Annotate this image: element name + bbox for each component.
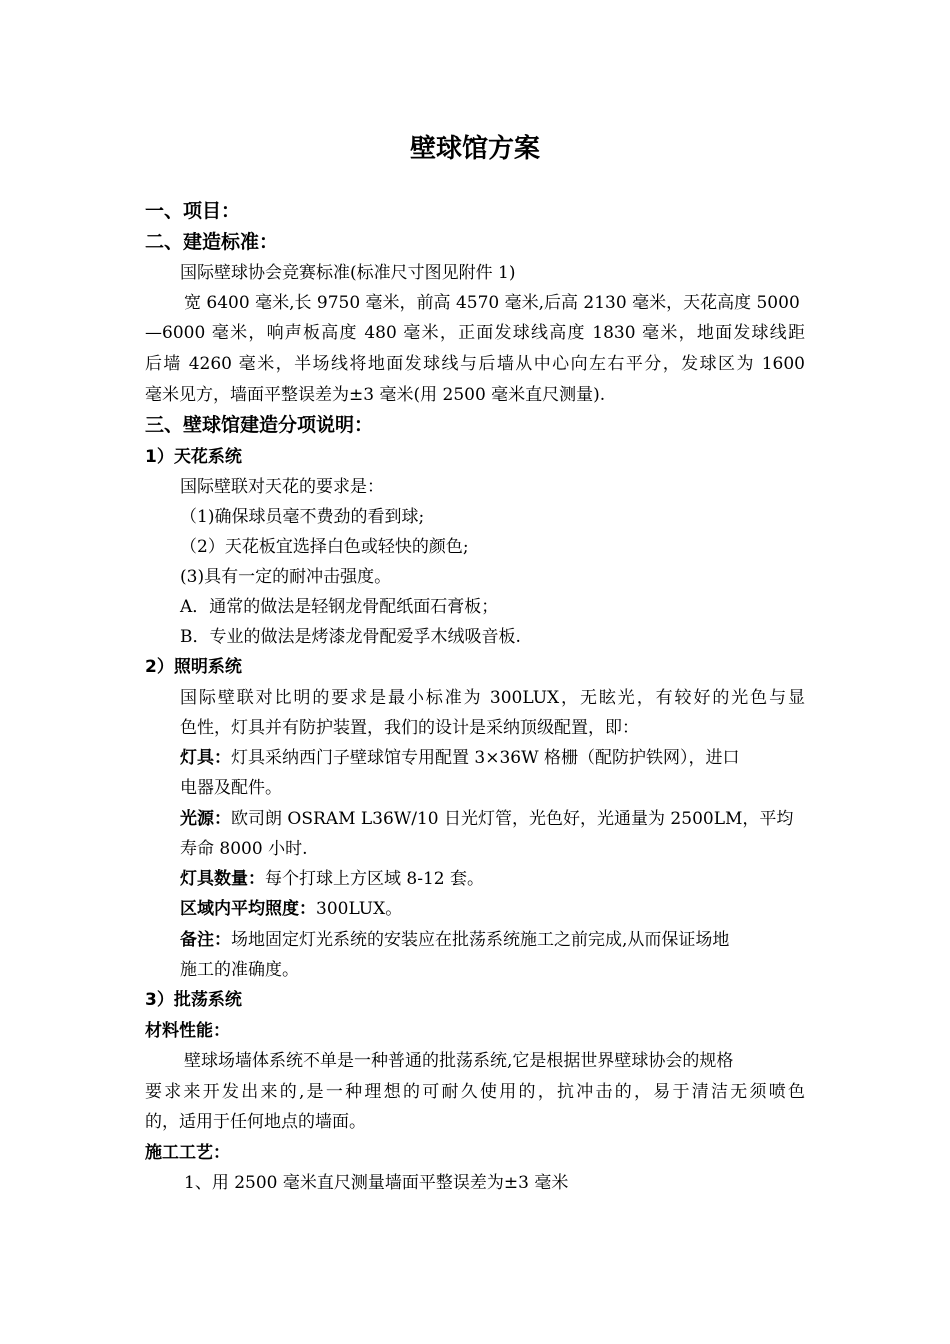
lighting-source <box>180 804 793 834</box>
material-line: 壁球场墙体系统不单是一种普通的批荡系统,它是根据世界壁球协会的规格 <box>184 1051 734 1071</box>
standard-intro: 国际壁球协会竞赛标准(标准尺寸图见附件 1) <box>180 263 516 283</box>
standard-line: 后墙 4260 毫米，半场线将地面发球线与后墙从中心向左右平分，发球区为 1600 <box>145 354 805 374</box>
standard-line: 毫米见方，墙面平整误差为±3 毫米(用 2500 毫米直尺测量). <box>145 385 606 405</box>
material-line: 要求来开发出来的,是一种理想的可耐久使用的，抗冲击的，易于清洁无须喷色 <box>145 1082 805 1102</box>
lighting-fixture-cont: 电器及配件。 <box>180 778 282 798</box>
ceiling-line: （2）天花板宜选择白色或轻快的颜色; <box>180 537 469 557</box>
lighting-intro-line: 色性，灯具并有防护装置，我们的设计是采纳顶级配置，即： <box>180 718 639 738</box>
standard-line: —6000 毫米，响声板高度 480 毫米，正面发球线高度 1830 毫米，地面发球线距 <box>145 323 805 343</box>
heading-ceiling: 1）天花系统 <box>145 447 242 467</box>
average-text: 300LUX。 <box>316 899 403 919</box>
standard-line: 宽 6400 毫米,长 9750 毫米，前高 4570 毫米,后高 2130 毫米，天花高度 5000 <box>184 293 800 313</box>
ceiling-line: （1)确保球员毫不费劲的看到球; <box>180 507 425 527</box>
fixture-label: 灯具： <box>180 748 231 768</box>
quantity-label: 灯具数量： <box>180 869 265 889</box>
ceiling-line: B．专业的做法是烤漆龙骨配爱孚木绒吸音板. <box>180 627 521 647</box>
note-label: 备注： <box>180 930 231 950</box>
note-text: 场地固定灯光系统的安装应在批荡系统施工之前完成,从而保证场地 <box>231 930 730 950</box>
heading-plaster: 3）批荡系统 <box>145 990 242 1010</box>
heading-items: 三、壁球馆建造分项说明： <box>145 414 374 436</box>
material-label: 材料性能： <box>145 1021 230 1041</box>
ceiling-line: 国际壁联对天花的要求是： <box>180 477 384 497</box>
source-label: 光源： <box>180 809 231 829</box>
fixture-text: 灯具采纳西门子壁球馆专用配置 3×36W 格栅（配防护铁网），进口 <box>231 748 740 768</box>
lighting-average <box>180 894 402 924</box>
page-title: 壁球馆方案 <box>409 134 540 164</box>
source-text: 欧司朗 OSRAM L36W/10 日光灯管，光色好，光通量为 2500LM，平均 <box>231 809 794 829</box>
lighting-note-cont: 施工的准确度。 <box>180 960 299 980</box>
lighting-source-cont: 寿命 8000 小时. <box>180 839 308 859</box>
process-label: 施工工艺： <box>145 1143 230 1163</box>
lighting-note <box>180 925 729 955</box>
ceiling-line: A．通常的做法是轻钢龙骨配纸面石膏板； <box>180 597 499 617</box>
ceiling-line: (3)具有一定的耐冲击强度。 <box>180 567 392 587</box>
material-line: 的，适用于任何地点的墙面。 <box>145 1112 366 1132</box>
heading-lighting: 2）照明系统 <box>145 657 242 677</box>
heading-project: 一、项目： <box>145 200 241 222</box>
quantity-text: 每个打球上方区域 8-12 套。 <box>265 869 484 889</box>
lighting-quantity <box>180 864 484 894</box>
lighting-intro-line: 国际壁联对比明的要求是最小标准为 300LUX，无眩光，有较好的光色与显 <box>180 688 805 708</box>
heading-standard: 二、建造标准： <box>145 231 279 253</box>
average-label: 区域内平均照度： <box>180 899 316 919</box>
process-line: 1、用 2500 毫米直尺测量墙面平整误差为±3 毫米 <box>184 1173 569 1193</box>
lighting-fixture <box>180 743 739 773</box>
